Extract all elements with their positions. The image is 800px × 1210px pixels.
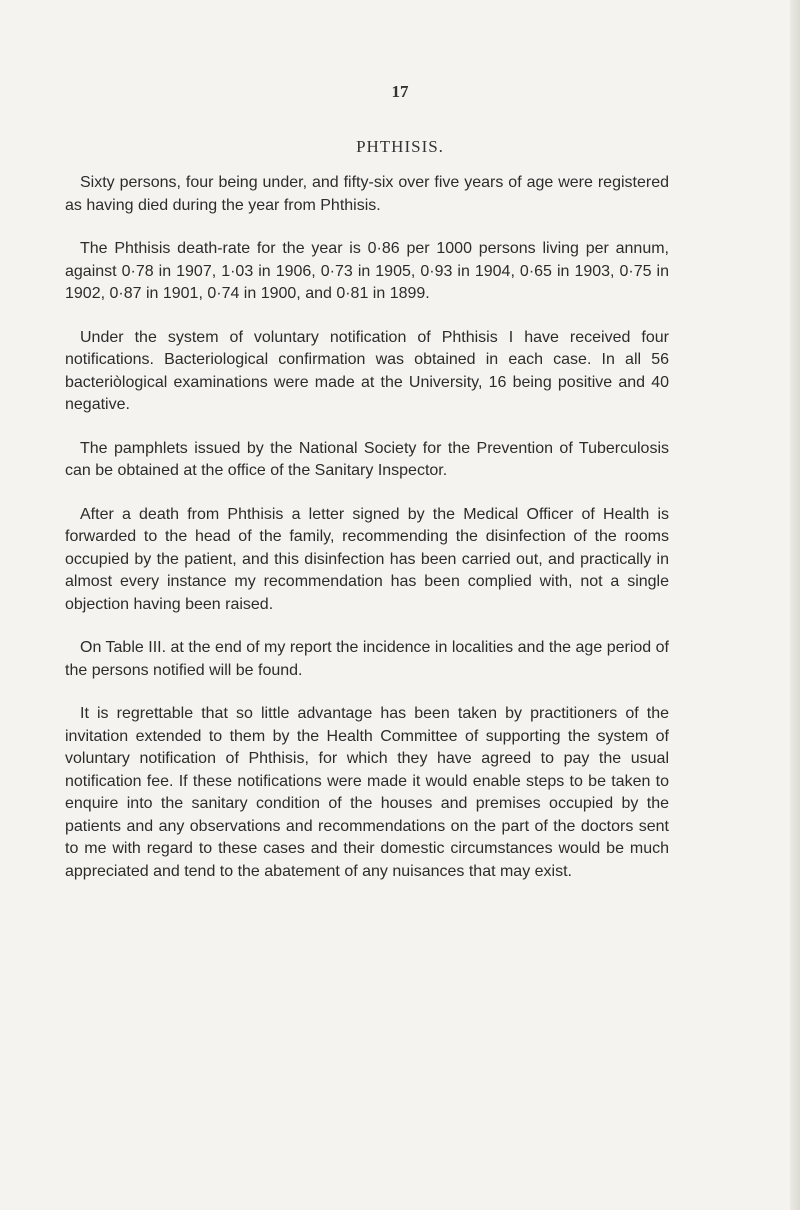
paragraph-disinfection: After a death from Phthisis a letter signed by the Medical Officer of Health is forwarded to the head of the family, recommending the disinfection of the rooms occupied by the patient, and this disinfection has been carried out, and practically in almost every instance my recommendation has been complied with, not a single objection having been raised. — [65, 505, 669, 613]
paragraph-practitioners: It is regrettable that so little advantage has been taken by practitioners of the invitation extended to them by the Health Committee of supporting the system of voluntary notification of Phthisis, for which they have agreed to pay the usual notification fee. If these notifications were made it would enable steps to be taken to enquire into the sanitary condition of the houses and premises occupied by the patients and any observations and recommendations on the part of the doctors sent to me with regard to these cases and their domestic circumstances would be much appreciated and tend to the abatement of any nuisances that may exist. — [65, 705, 669, 880]
section-heading: PHTHISIS. — [356, 137, 444, 156]
page-number: 17 — [391, 82, 409, 101]
page-edge-shadow — [790, 0, 800, 1210]
paragraph-voluntary-notification: Under the system of voluntary notification of Phthisis I have received four notifications. Bacteriological confirmation was obtained in each case. In all 56 bacteriòlogical examinations were made at the University, 16 being positive and 40 negative. — [65, 328, 669, 413]
paragraph-death-rate: The Phthisis death-rate for the year is 0·86 per 1000 persons living per annum, against 0·78 in 1907, 1·03 in 1906, 0·73 in 1905, 0·93 in 1904, 0·65 in 1903, 0·75 in 1902, 0·87 in 1901, 0·74 in 1900, and 0·81 in 1899. — [65, 240, 669, 302]
paragraph-deaths-registered: Sixty persons, four being under, and fifty-six over five years of age were registered as having died during the year from Phthisis. — [65, 174, 669, 214]
body-text — [65, 172, 669, 904]
paragraph-table-reference: On Table III. at the end of my report the incidence in localities and the age period of the persons notified will be found. — [65, 639, 669, 679]
paragraph-pamphlets: The pamphlets issued by the National Society for the Prevention of Tuberculosis can be obtained at the office of the Sanitary Inspector. — [65, 439, 669, 479]
